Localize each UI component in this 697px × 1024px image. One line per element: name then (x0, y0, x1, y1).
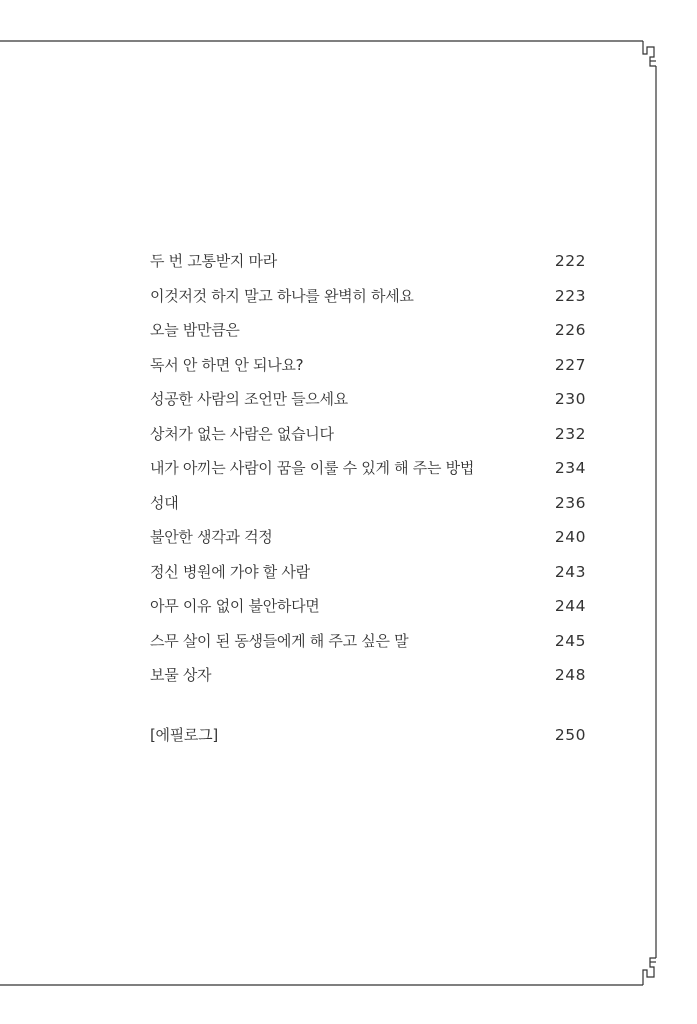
toc-entry[interactable] (150, 285, 586, 320)
bottom-right-corner-ornament (643, 958, 656, 985)
toc-entry-page: 226 (554, 321, 586, 339)
toc-entry-title: 상처가 없는 사람은 없습니다 (150, 424, 334, 443)
toc-entry-title: 성공한 사람의 조언만 들으세요 (150, 390, 348, 408)
toc-entry-title: 이것저것 하지 말고 하나를 완벽히 하세요 (150, 286, 414, 305)
toc-entry[interactable] (150, 664, 586, 699)
toc-entry-title: 보물 상자 (150, 666, 212, 684)
toc-section-gap (150, 699, 586, 724)
toc-entry-page: 248 (554, 666, 586, 684)
toc-entry-page: 244 (554, 597, 586, 615)
toc-entry-title: 스무 살이 된 동생들에게 해 주고 싶은 말 (150, 631, 409, 650)
toc-entry-page: 234 (554, 459, 586, 477)
toc-entry-page: 232 (554, 424, 586, 443)
toc-entry-page: 236 (554, 493, 586, 512)
toc-entry-page: 250 (554, 725, 586, 744)
toc-entry[interactable] (150, 492, 586, 527)
toc-entry-title: 아무 이유 없이 불안하다면 (150, 597, 320, 615)
toc-entry-title: 독서 안 하면 안 되나요? (150, 355, 304, 374)
toc-entry[interactable] (150, 630, 586, 665)
toc-entry-page: 230 (554, 390, 586, 408)
toc-entry[interactable] (150, 561, 586, 596)
toc-entry-title: 불안한 생각과 걱정 (150, 528, 273, 546)
toc-entry-title: 두 번 고통받지 마라 (150, 252, 277, 270)
toc-entry[interactable] (150, 388, 586, 423)
toc-entry[interactable] (150, 250, 586, 285)
toc-entry-title: 정신 병원에 가야 할 사람 (150, 562, 310, 581)
toc-entry[interactable] (150, 457, 586, 492)
toc-entry-epilogue[interactable] (150, 724, 586, 759)
toc-entry-title: 오늘 밤만큼은 (150, 321, 240, 339)
toc-entry-title: [에필로그] (150, 725, 218, 744)
table-of-contents (150, 250, 586, 758)
toc-entry[interactable] (150, 595, 586, 630)
toc-entry[interactable] (150, 526, 586, 561)
top-right-corner-ornament (643, 41, 656, 66)
toc-entry-page: 245 (554, 631, 586, 650)
toc-entry-page: 243 (554, 562, 586, 581)
toc-entry[interactable] (150, 354, 586, 389)
toc-entry[interactable] (150, 423, 586, 458)
toc-entry-page: 222 (554, 252, 586, 270)
toc-entry-title: 내가 아끼는 사람이 꿈을 이룰 수 있게 해 주는 방법 (150, 459, 475, 477)
toc-entry-page: 223 (554, 286, 586, 305)
toc-entry-page: 227 (554, 355, 586, 374)
toc-entry-title: 성대 (150, 493, 179, 512)
toc-entry[interactable] (150, 319, 586, 354)
toc-entry-page: 240 (554, 528, 586, 546)
